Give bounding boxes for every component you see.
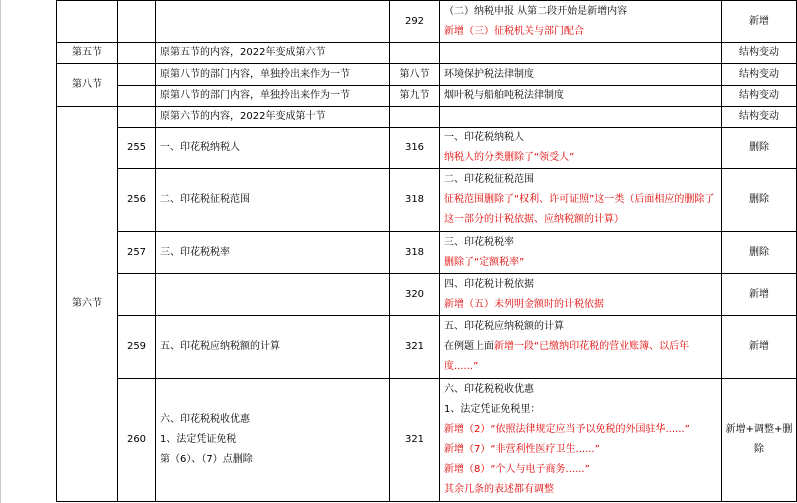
new-content-cell [440,169,722,232]
content-line-red: 新增（三）征税机关与部门配合 [444,25,584,37]
new-content-cell: 环境保护税法律制度 [440,64,722,86]
content-line-red: 新增（2）“依照法律规定应当予以免税的外国驻华......” [444,424,690,435]
old-page-cell: 257 [118,232,156,274]
old-content-cell: 原第八节的部门内容，单独拎出来作为一节 [156,86,390,107]
table-row [57,107,797,128]
old-page-cell [118,64,156,86]
old-content-cell [156,274,390,316]
old-page-cell: 256 [118,169,156,232]
new-page-cell: 316 [390,128,440,169]
new-page-cell: 第九节 [390,86,440,107]
change-type-cell: 新增 [722,274,797,316]
content-line-mixed [444,337,717,377]
change-type-cell: 删除 [722,128,797,169]
change-type-cell: 结构变动 [722,64,797,86]
content-line-red: 新增（8）“个人与电子商务......” [444,464,590,475]
window-left-edge [0,0,1,503]
old-content-cell: 原第六节的内容，2022年变成第十节 [156,107,390,128]
old-content-cell: 五、印花税应纳税额的计算 [156,316,390,379]
new-content-cell [440,316,722,379]
old-content-cell: 一、印花税纳税人 [156,128,390,169]
content-line-red: 纳税人的分类删除了“领受人” [444,152,575,163]
content-line: 六、印花税税收优惠 [160,414,250,425]
content-line-red: 新增（五）未列明金额时的计税依据 [444,298,604,310]
content-line: 六、印花税税收优惠 [444,384,534,395]
tax-change-table [56,0,797,502]
table-row [57,316,797,379]
content-line: 1、法定凭证免税 [160,434,237,445]
new-content-cell: 烟叶税与船舶吨税法律制度 [440,86,722,107]
new-page-cell: 318 [390,169,440,232]
old-content-cell: 原第八节的部门内容，单独拎出来作为一节 [156,64,390,86]
table-row [57,128,797,169]
new-page-cell: 第八节 [390,64,440,86]
new-content-cell [440,43,722,64]
change-type-cell: 新增 [722,316,797,379]
new-page-cell: 321 [390,379,440,502]
table-row [57,169,797,232]
old-content-cell [156,1,390,43]
content-line-red: 征税范围删除了“权利、许可证照”这一类（后面相应的删除了这一部分的计税依据、应纳税额的计算） [444,194,715,225]
section-cell [57,1,118,43]
new-page-cell [390,43,440,64]
content-line-red: 新增（7）“非营利性医疗卫生......” [444,444,600,455]
new-content-cell [440,128,722,169]
old-page-cell: 255 [118,128,156,169]
content-text-black: 在例题上面 [444,341,494,352]
change-type-cell: 删除 [722,169,797,232]
section-cell: 第八节 [57,64,118,107]
section-cell: 第六节 [57,107,118,502]
old-content-cell: 三、印花税税率 [156,232,390,274]
new-page-cell [390,107,440,128]
new-page-cell: 320 [390,274,440,316]
change-type-line: 新增+调整+删 [725,424,793,435]
content-line: 三、印花税税率 [444,236,514,248]
old-page-cell: 259 [118,316,156,379]
content-line: 一、印花税纳税人 [444,132,524,143]
new-page-cell: 292 [390,1,440,43]
table-row [57,1,797,43]
old-page-cell [118,43,156,64]
new-content-cell [440,379,722,502]
new-content-cell [440,107,722,128]
change-type-cell: 新增 [722,1,797,43]
old-content-cell: 二、印花税征税范围 [156,169,390,232]
change-type-cell: 结构变动 [722,43,797,64]
change-type-cell [722,379,797,502]
old-page-cell [118,86,156,107]
table-row [57,379,797,502]
table-row [57,43,797,64]
new-content-cell [440,274,722,316]
table-row [57,86,797,107]
new-page-cell: 321 [390,316,440,379]
old-page-cell: 260 [118,379,156,502]
content-line: 五、印花税应纳税额的计算 [444,321,564,332]
table-row [57,64,797,86]
change-type-cell: 结构变动 [722,107,797,128]
old-content-cell [156,379,390,502]
old-page-cell [118,1,156,43]
old-page-cell [118,274,156,316]
change-type-line: 除 [754,444,764,455]
old-content-cell: 原第五节的内容，2022年变成第六节 [156,43,390,64]
content-line: 第（6）、（7）点删除 [160,454,253,465]
change-type-cell: 结构变动 [722,86,797,107]
new-page-cell: 318 [390,232,440,274]
content-text-red: 新增一段“已缴纳印花税的营业账簿、以后年度......” [444,341,690,372]
content-line-red: 删除了“定额税率” [444,256,525,268]
content-line: （二）纳税申报 从第二段开始是新增内容 [444,5,628,17]
content-line: 1、法定凭证免税里： [444,404,541,415]
change-type-cell: 删除 [722,232,797,274]
table-row [57,274,797,316]
new-content-cell [440,232,722,274]
content-line-red: 其余几条的表述都有调整 [444,484,554,495]
new-content-cell [440,1,722,43]
content-line: 二、印花税征税范围 [444,174,534,185]
old-page-cell [118,107,156,128]
table-row [57,232,797,274]
content-line: 四、印花税计税依据 [444,278,534,290]
section-cell: 第五节 [57,43,118,64]
